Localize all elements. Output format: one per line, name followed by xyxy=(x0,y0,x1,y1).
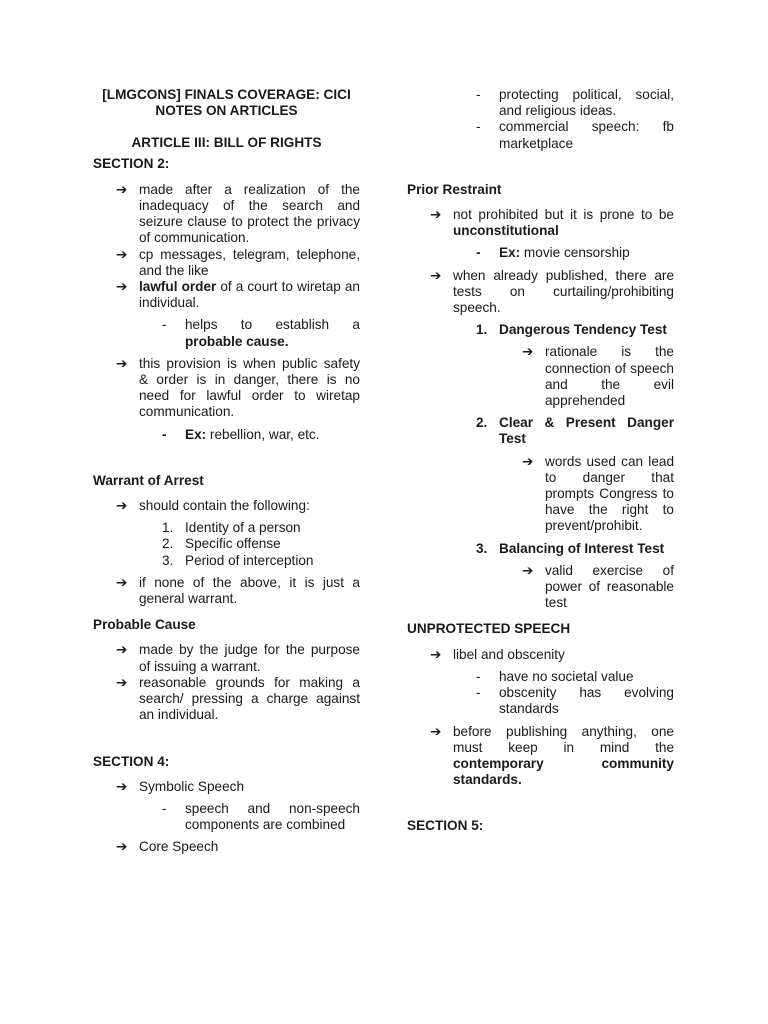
list-item: ➔ libel and obscenity xyxy=(430,646,565,662)
numbered-item: 2. Specific offense xyxy=(162,536,281,552)
test-item: 1. Dangerous Tendency Test xyxy=(476,322,667,338)
warrant-heading: Warrant of Arrest xyxy=(93,472,204,488)
list-item: ➔ reasonable grounds for making a search/ pressing a charge against an individual. xyxy=(116,674,360,723)
dash-bullet-icon: - xyxy=(162,426,167,442)
arrow-bullet-icon: ➔ xyxy=(430,646,442,662)
prior-restraint-heading: Prior Restraint xyxy=(407,181,502,197)
arrow-bullet-icon: ➔ xyxy=(116,181,128,197)
numbered-item: 1. Identity of a person xyxy=(162,520,301,536)
sub-list-item: - commercial speech: fb marketplace xyxy=(476,119,674,151)
arrow-bullet-icon: ➔ xyxy=(522,344,534,360)
unprotected-speech-heading: UNPROTECTED SPEECH xyxy=(407,621,571,637)
arrow-bullet-icon: ➔ xyxy=(522,562,534,578)
dash-bullet-icon: - xyxy=(476,119,481,135)
sub-list-item: - have no societal value xyxy=(476,668,634,684)
probable-cause-heading: Probable Cause xyxy=(93,617,196,633)
arrow-bullet-icon: ➔ xyxy=(430,723,442,739)
list-item: ➔ before publishing anything, one must keep in mind the contemporary community standards. xyxy=(430,723,674,788)
dash-bullet-icon: - xyxy=(162,317,167,333)
arrow-bullet-icon: ➔ xyxy=(116,279,128,295)
list-item: ➔ should contain the following: xyxy=(116,498,310,514)
test-item: 2. Clear & Present Danger Test xyxy=(476,415,674,447)
arrow-bullet-icon: ➔ xyxy=(430,267,442,283)
sub-list-item: - Ex: rebellion, war, etc. xyxy=(162,426,320,442)
dash-bullet-icon: - xyxy=(162,800,167,816)
arrow-bullet-icon: ➔ xyxy=(116,574,128,590)
sub-list-item: - helps to establish a probable cause. xyxy=(162,317,360,349)
dash-bullet-icon: - xyxy=(476,245,481,261)
list-item: ➔ Core Speech xyxy=(116,839,219,855)
list-item: ➔ Symbolic Speech xyxy=(116,778,245,794)
test-description: ➔ valid exercise of power of reasonable test xyxy=(522,562,674,611)
test-item: 3. Balancing of Interest Test xyxy=(476,540,665,556)
numbered-item: 3. Period of interception xyxy=(162,552,314,568)
test-description: ➔ rationale is the connection of speech and the evil apprehended xyxy=(522,344,674,409)
right-column xyxy=(407,87,674,835)
dash-bullet-icon: - xyxy=(476,685,481,701)
article-heading: ARTICLE III: BILL OF RIGHTS xyxy=(131,135,322,151)
list-item: ➔ when already published, there are tests on curtailing/prohibiting speech. xyxy=(430,267,674,316)
section-4-heading: SECTION 4: xyxy=(93,753,170,769)
sub-list-item: - protecting political, social, and religious ideas. xyxy=(476,87,674,119)
dash-bullet-icon: - xyxy=(476,87,481,102)
arrow-bullet-icon: ➔ xyxy=(116,778,128,794)
left-column xyxy=(93,87,360,856)
section-5-heading: SECTION 5: xyxy=(407,818,484,834)
list-item: ➔ made by the judge for the purpose of issuing a warrant. xyxy=(116,642,360,674)
list-item: ➔ lawful order of a court to wiretap an individual. xyxy=(116,279,360,311)
list-item: ➔ made after a realization of the inadequacy of the search and seizure clause to protect the privacy of communication. xyxy=(116,181,360,246)
sub-list-item: - Ex: movie censorship xyxy=(476,245,630,261)
arrow-bullet-icon: ➔ xyxy=(522,453,534,469)
sub-list-item: - obscenity has evolving standards xyxy=(476,685,674,717)
list-item: ➔ this provision is when public safety & order is in danger, there is no need for lawful order to wiretap communication. xyxy=(116,355,360,420)
arrow-bullet-icon: ➔ xyxy=(116,642,128,658)
section-2-heading: SECTION 2: xyxy=(93,155,170,171)
test-description: ➔ words used can lead to danger that prompts Congress to have the right to prevent/prohibit. xyxy=(522,453,674,534)
arrow-bullet-icon: ➔ xyxy=(430,207,442,223)
document-title: [LMGCONS] FINALS COVERAGE: CICI NOTES ON ARTICLES xyxy=(102,87,351,119)
list-item: ➔ cp messages, telegram, telephone, and the like xyxy=(116,246,360,278)
arrow-bullet-icon: ➔ xyxy=(116,674,128,690)
arrow-bullet-icon: ➔ xyxy=(116,839,128,855)
sub-list-item: - speech and non-speech components are combined xyxy=(162,800,360,833)
list-item: ➔ if none of the above, it is just a general warrant. xyxy=(116,574,360,607)
arrow-bullet-icon: ➔ xyxy=(116,498,128,514)
arrow-bullet-icon: ➔ xyxy=(116,246,128,262)
arrow-bullet-icon: ➔ xyxy=(116,355,128,371)
list-item: ➔ not prohibited but it is prone to be unconstitutional xyxy=(430,207,674,239)
dash-bullet-icon: - xyxy=(476,668,481,684)
